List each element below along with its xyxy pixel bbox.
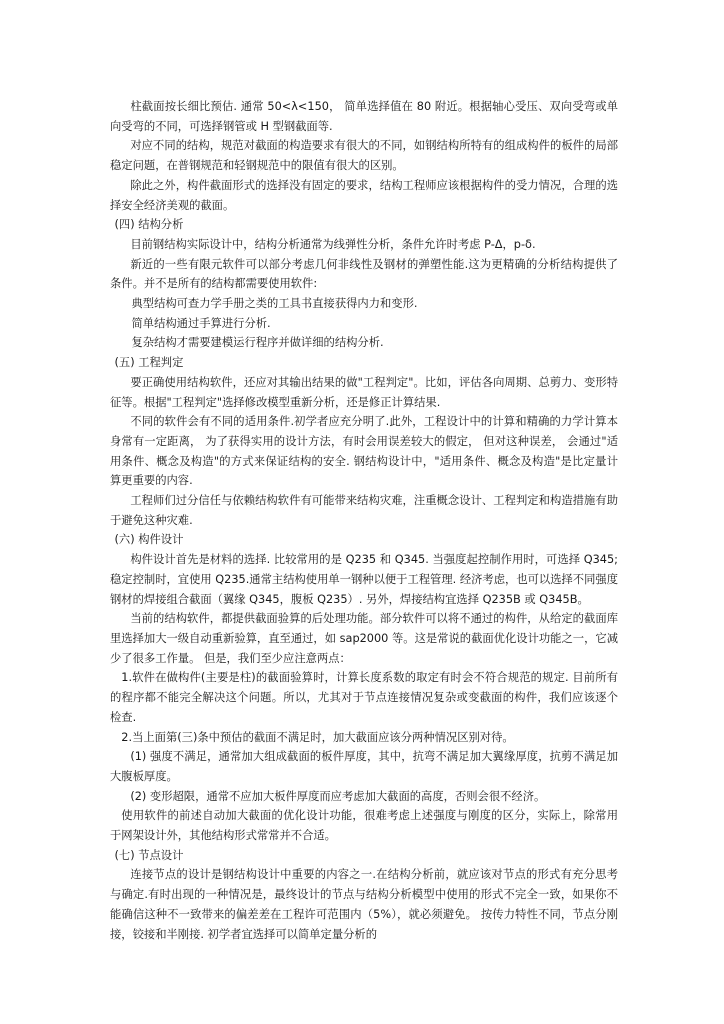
paragraph: (1) 强度不满足，通常加大组成截面的板件厚度，其中，抗弯不满足加大翼缘厚度，抗剪不满足加大腹板厚度。 — [110, 750, 618, 783]
paragraph: 构件设计首先是材料的选择. 比较常用的是 Q235 和 Q345. 当强度起控制作用时，可选择 Q345; 稳定控制时，宜使用 Q235.通常主结构使用单一钢种以便于工程管理. 经济考虑，也可以选择不同强度钢材的焊接组合截面（翼缘 Q345，腹板 Q235）. 另外，焊接结构宜选择 Q235B 或 Q345B。 — [110, 553, 618, 606]
section-heading: (七) 节点设计 — [114, 848, 184, 862]
paragraph: 要正确使用结构软件，还应对其输出结果的做"工程判定"。比如，评估各向周期、总剪力、变形特征等。根据"工程判定"选择修改模型重新分析，还是修正计算结果. — [110, 375, 618, 409]
list-item: 简单结构通过手算进行分析. — [131, 316, 271, 330]
paragraph: 1.软件在做构件(主要是柱)的截面验算时，计算长度系数的取定有时会不符合规范的规定. 目前所有的程序都不能完全解决这个问题。所以，尤其对于节点连接情况复杂或变截面的构件，我们应该逐个检查. — [110, 671, 618, 724]
paragraph: 柱截面按长细比预估. 通常 50<λ<150， 简单选择值在 80 附近。根据轴心受压、双向受弯或单向受弯的不同，可选择钢管或 H 型钢截面等. — [110, 100, 618, 133]
paragraph: 连接节点的设计是钢结构设计中重要的内容之一.在结构分析前，就应该对节点的形式有充分思考与确定.有时出现的一种情况是，最终设计的节点与结构分析模型中使用的形式不完全一致，如果你不能确信这种不一致带来的偏差差在工程许可范围内（5%），就必须避免。 按传力特性不同，节点分刚接，铰接和半刚接. 初学者宜选择可以简单定量分析的 — [110, 868, 618, 941]
paragraph: 新近的一些有限元软件可以部分考虑几何非线性及钢材的弹塑性能.这为更精确的分析结构提供了条件。并不是所有的结构都需要使用软件: — [110, 257, 618, 291]
section-heading: (四) 结构分析 — [114, 218, 184, 232]
paragraph: 工程师们过分信任与依赖结构软件有可能带来结构灾难，注重概念设计、工程判定和构造措施有助于避免这种灾难. — [110, 494, 618, 527]
list-item: 复杂结构才需要建模运行程序并做详细的结构分析. — [131, 336, 384, 350]
paragraph: 当前的结构软件，都提供截面验算的后处理功能。部分软件可以将不通过的构件，从给定的截面库里选择加大一级自动重新验算，直至通过，如 sap2000 等。这是常说的截面优化设计功能之一，它减少了很多工作量。 但是，我们至少应注意两点： — [110, 612, 618, 665]
list-item: 典型结构可查力学手册之类的工具书直接获得内力和变形. — [131, 297, 418, 311]
paragraph: 对应不同的结构，规范对截面的构造要求有很大的不同，如钢结构所特有的组成构件的板件的局部稳定问题，在普钢规范和轻钢规范中的限值有很大的区别。 — [110, 139, 618, 173]
document-page — [110, 97, 618, 944]
paragraph: 目前钢结构实际设计中，结构分析通常为线弹性分析，条件允许时考虑 P-Δ，p-δ. — [130, 237, 536, 251]
section-heading: (六) 构件设计 — [114, 533, 184, 547]
paragraph: 2.当上面第(三)条中预估的截面不满足时，加大截面应该分两种情况区别对待。 — [121, 730, 514, 744]
paragraph: 使用软件的前述自动加大截面的优化设计功能，很难考虑上述强度与刚度的区分，实际上，除常用于网架设计外，其他结构形式常常并不合适。 — [110, 809, 618, 843]
paragraph: 不同的软件会有不同的适用条件.初学者应充分明了.此外，工程设计中的计算和精确的力学计算本身常有一定距离， 为了获得实用的设计方法，有时会用误差较大的假定， 但对这种误差， 会通过"适用条件、概念及构造"的方式来保证结构的安全. 钢结构设计中，"适用条件、概念及构造"是比定量计算更重要的内容. — [110, 415, 618, 488]
paragraph: 除此之外，构件截面形式的选择没有固定的要求，结构工程师应该根据构件的受力情况，合理的选择安全经济美观的截面。 — [110, 178, 618, 212]
paragraph: (2) 变形超限，通常不应加大板件厚度而应考虑加大截面的高度，否则会很不经济。 — [130, 789, 546, 803]
section-heading: (五) 工程判定 — [114, 356, 184, 370]
